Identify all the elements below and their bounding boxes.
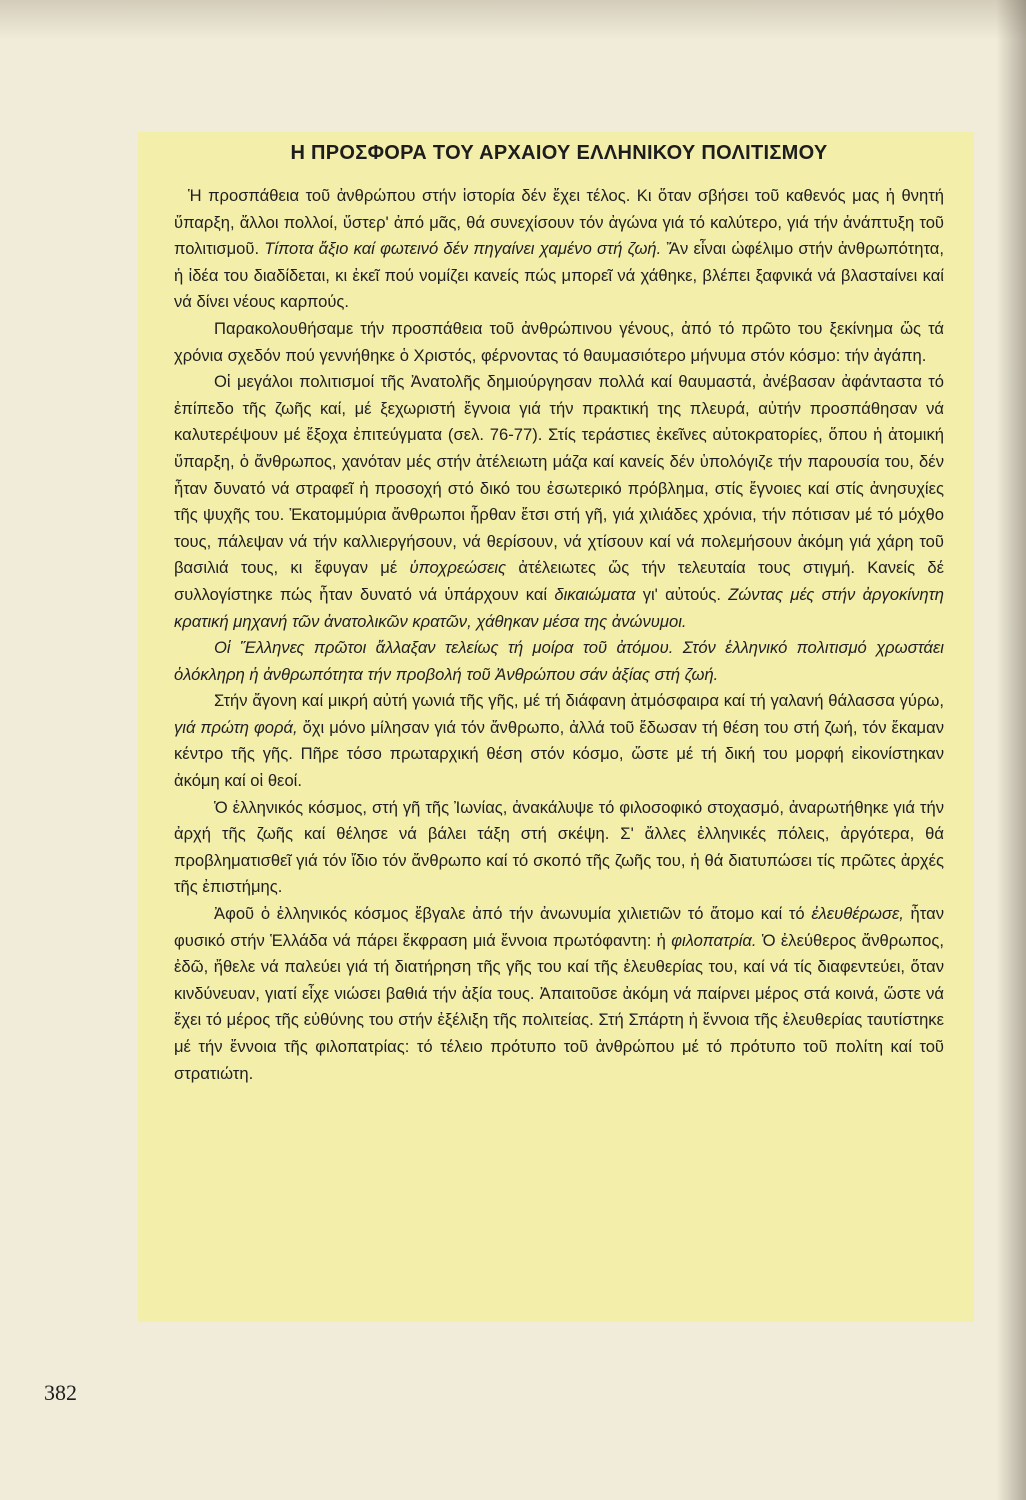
paragraph-text: Ὁ ἑλληνικός κόσμος, στή γῆ τῆς Ἰωνίας, ἀνακάλυψε τό φιλοσοφικό στοχασμό, ἀναρωτήθηκε γιά τήν ἀρχή τῆς ζωῆς καί θέλησε νά βάλει τάξη στή σκέψη. Σ' ἄλλες ἑλληνικές πόλεις, ἀργότερα, θά προβληματισθεῖ γιά τόν ἴδιο τόν ἄνθρωπο καί τό σκοπό τῆς ζωῆς του, ἡ θά διατυπώσει τίς πρῶτες ἀρχές τῆς ἐπιστήμης. bbox=[174, 797, 944, 897]
italic-emphasis: Τίποτα ἄξιο καί φωτεινό δέν πηγαίνει χαμένο στή ζωή. bbox=[264, 239, 662, 259]
italic-emphasis: δικαιώματα bbox=[554, 584, 636, 604]
paragraph-text: Οἱ μεγάλοι πολιτισμοί τῆς Ἀνατολῆς δημιούργησαν πολλά καί θαυμαστά, ἀνέβασαν ἀφάνταστα τό ἐπίπεδο τῆς ζωῆς καί, μέ ξεχωριστή ἔγνοια γιά τήν πρακτική της πλευρά, αὐτήν προσπάθησαν νά καλυτερέψουν μέ ἔξοχα ἐπιτεύγματα (σελ. 76-77). Στίς τεράστιες ἐκεῖνες αὐτοκρατορίες, ὅπου ἡ ἀτομική ὕπαρξη, ὁ ἄνθρωπος, χανόταν μές στήν ἀτέλειωτη μάζα καί κανείς δέν ὑπολόγιζε τήν παρουσία του, δέν ἦταν δυνατό νά στραφεῖ ἡ προσοχή στό δικό του ἐσωτερικό πρόβλημα, στίς ἔγνοιες καί στίς ἀνησυχίες τῆς ψυχῆς του. Ἑκατομμύρια ἄνθρωποι ἦρθαν ἔτσι στή γῆ, γιά χιλιάδες χρόνια, τήν πότισαν μέ τό μόχθο τους, πάλεψαν νά τήν καλλιεργήσουν, νά θερίσουν, νά χτίσουν καί νά πολεμήσουν ἀκόμη γιά χάρη τοῦ βασιλιά τους, κι ἔφυγαν μέ bbox=[174, 372, 944, 578]
page-title: Η ΠΡΟΣΦΟΡΑ ΤΟΥ ΑΡΧΑΙΟΥ ΕΛΛΗΝΙΚΟΥ ΠΟΛΙΤΙΣΜΟΥ bbox=[290, 142, 828, 164]
paragraph-6 bbox=[174, 795, 944, 901]
paragraph-text: Παρακολουθήσαμε τήν προσπάθεια τοῦ ἀνθρώπινου γένους, ἀπό τό πρῶτο του ξεκίνημα ὥς τά χρόνια σχεδόν πού γεννήθηκε ὁ Χριστός, φέρνοντας τό θαυμασιότερο μήνυμα στόν κόσμο: τήν ἀγάπη. bbox=[174, 318, 944, 365]
page-top-shade bbox=[0, 0, 1026, 40]
paragraph-1 bbox=[174, 183, 944, 316]
paragraph-text: γι' αὐτούς. bbox=[635, 584, 729, 604]
paragraph-2 bbox=[174, 316, 944, 369]
paragraph-text: Ὁ ἐλεύθερος ἄνθρωπος, ἐδῶ, ἤθελε νά παλεύει γιά τή διατήρηση τῆς γῆς του καί τῆς ἐλευθερίας του, καί νά τίς διαφεντεύει, ὅταν κινδύνευαν, γιατί εἶχε νιώσει βαθιά τήν ἀξία τους. Ἀπαιτοῦσε ἀκόμη νά παίρνει μέρος στά κοινά, ὥστε νά ἔχει τό μέρος τῆς εὐθύνης του στήν ἐξέλιξη τῆς πολιτείας. Στή Σπάρτη ἡ ἔννοια τῆς ἐλευθερίας ταυτίστηκε μέ τήν ἔννοια τῆς φιλοπατρίας: τό τέλειο πρότυπο τοῦ ἀνθρώπου μέ τό πρότυπο τοῦ πολίτη καί τοῦ στρατιώτη. bbox=[174, 930, 944, 1083]
paragraph-text: ὄχι μόνο μίλησαν γιά τόν ἄνθρωπο, ἀλλά τοῦ ἔδωσαν τή θέση του στή ζωή, τόν ἔκαμαν κέντρο τῆς γῆς. Πῆρε τόσο πρωταρχική θέση στόν κόσμο, ὥστε μέ τή δική του μορφή εἰκονίστηκαν ἀκόμη καί οἱ θεοί. bbox=[174, 717, 944, 791]
italic-emphasis: Οἱ Ἕλληνες πρῶτοι ἄλλαξαν τελείως τή μοίρα τοῦ ἀτόμου. Στόν ἑλληνικό πολιτισμό χρωστάει ὁλόκληρη ἡ ἀνθρωπότητα τήν προβολή τοῦ Ἀνθρώπου σάν ἀξίας στή ζωή. bbox=[174, 638, 944, 684]
paragraph-4 bbox=[174, 635, 944, 688]
paragraph-3 bbox=[174, 369, 944, 635]
italic-emphasis: γιά πρώτη φορά, bbox=[174, 717, 298, 737]
italic-emphasis: φιλοπατρία. bbox=[671, 930, 757, 950]
italic-emphasis: ὑποχρεώσεις bbox=[409, 558, 507, 578]
page-edge-shadow bbox=[996, 0, 1026, 1500]
body-text bbox=[174, 183, 944, 1087]
paragraph-text: Ἀφοῦ ὁ ἑλληνικός κόσμος ἔβγαλε ἀπό τήν ἀνωνυμία χιλιετιῶν τό ἄτομο καί τό bbox=[214, 904, 812, 924]
italic-emphasis: Ζώντας μές στήν ἀργοκίνητη κρατική μηχανή τῶν ἀνατολικῶν κρατῶν, χάθηκαν μέσα της ἀνώνυμοι. bbox=[174, 584, 944, 631]
page-number: 382 bbox=[44, 1380, 77, 1405]
paragraph-text: Ἡ προσπάθεια τοῦ ἀνθρώπου στήν ἱστορία δέν ἔχει τέλος. Κι ὅταν σβήσει τοῦ καθενός μας ἡ θνητή ὕπαρξη, ἄλλοι πολλοί, ὕστερ' ἀπό μᾶς, θά συνεχίσουν τόν ἀγώνα γιά τό καλύτερο, γιά τήν ἀνάπτυξη τοῦ πολιτισμοῦ. bbox=[174, 186, 944, 259]
paragraph-text: Ἄν εἶναι ὠφέλιμο στήν ἀνθρωπότητα, ἡ ἰδέα του διαδίδεται, κι ἐκεῖ πού νομίζει κανείς πώς μπορεῖ νά χάθηκε, βλέπει ξαφνικά νά βλασταίνει καί νά δίνει νέους καρπούς. bbox=[174, 239, 944, 312]
paragraph-5 bbox=[174, 688, 944, 794]
paragraph-text: ἀτέλειωτες ὥς τήν τελευταία τους στιγμή. Κανείς δέ συλλογίστηκε πώς ἦταν δυνατό νά ὑπάρχουν καί bbox=[174, 558, 944, 604]
paragraph-7 bbox=[174, 901, 944, 1087]
italic-emphasis: ἐλευθέρωσε, bbox=[811, 904, 904, 924]
paragraph-text: Στήν ἄγονη καί μικρή αὐτή γωνιά τῆς γῆς, μέ τή διάφανη ἀτμόσφαιρα καί τή γαλανή θάλασσα γύρω, bbox=[214, 691, 944, 711]
paragraph-text: ἦταν φυσικό στήν Ἑλλάδα νά πάρει ἔκφραση μιά ἔννοια πρωτόφαντη: ἡ bbox=[174, 904, 944, 950]
highlighted-text-box bbox=[138, 132, 974, 1322]
